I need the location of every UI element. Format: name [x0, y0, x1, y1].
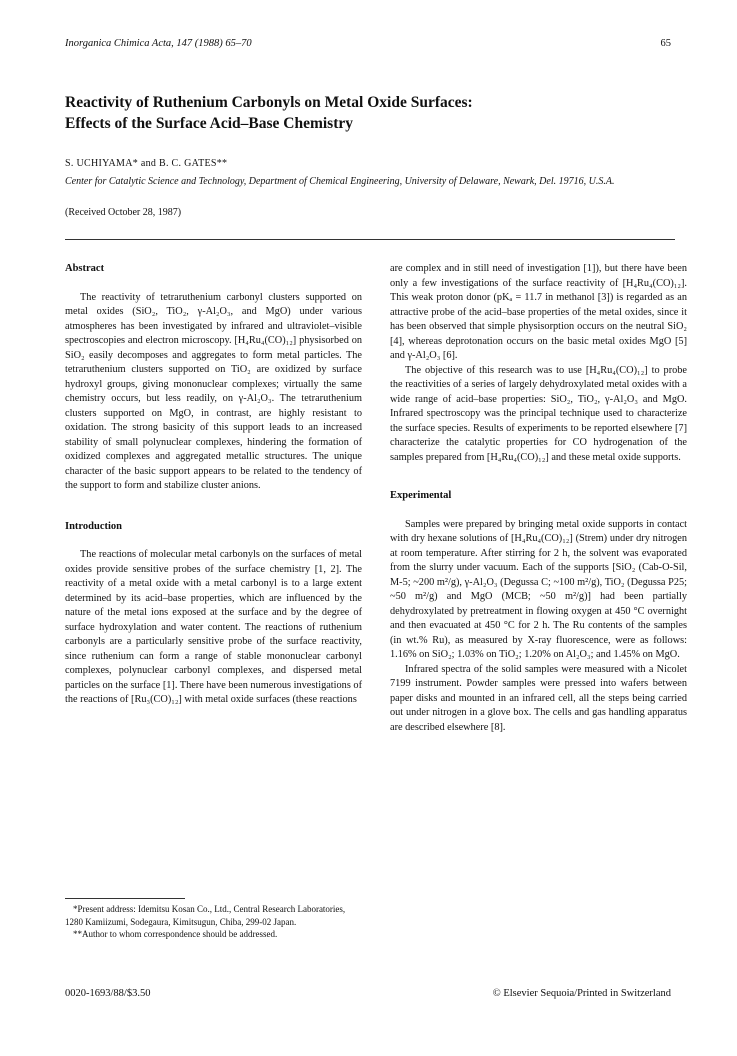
- introduction-heading: Introduction: [65, 520, 122, 532]
- experimental-heading: Experimental: [390, 490, 452, 501]
- left-column: [65, 262, 362, 708]
- title-line-1: Reactivity of Ruthenium Carbonyls on Metal Oxide Surfaces:: [65, 94, 473, 111]
- header-divider: [65, 239, 675, 240]
- page-number: 65: [660, 38, 671, 49]
- issn-price: 0020-1693/88/$3.50: [65, 988, 151, 999]
- introduction-paragraph-1: The reactions of molecular metal carbonyls on the surfaces of metal oxides provide sensitive probes of the surface chemistry [1, 2]. The reactivity of a metal oxide with a metal carbonyl is to a large extent determined by its acid–base properties, which are influenced by the nature of the metal ions exposed at the surface and by the degree of surface hydroxylation and water content. The reactions of ruthenium carbonyls are a particularly sensitive probe of the surface reactivity, since ruthenium can form a range of stable mononuclear carbonyl complexes, polynuclear carbonyl complexes, and dispersed metal particles on the surface [1]. There have been numerous investigations of the reactions of [Ru₃(CO)₁₂] with metal oxide surfaces (these reactions: [65, 549, 362, 705]
- journal-citation: Inorganica Chimica Acta, 147 (1988) 65–70: [65, 38, 252, 49]
- abstract-heading: Abstract: [65, 263, 105, 274]
- footnote-1: *Present address: Idemitsu Kosan Co., Ltd., Central Research Laboratories, 1280 Kamiizumi, Sodegaura, Kimitsugun, Chiba, 299-02 Japan.: [65, 904, 346, 927]
- introduction-continued: are complex and in still need of investigation [1]), but there have been only a few investigations of the surface reactivity of [H₄Ru₄(CO)₁₂]. This weak proton donor (pKₐ = 11.7 in methanol [3]) is regarded as an attractive probe of the acid–base properties of the metal oxides, since it has been observed that simple physisorption occurs on the neutral SiO₂ [4], whereas deprotonation occurs on the basic metal oxides MgO [5] and γ-Al₂O₃ [6].: [390, 263, 687, 361]
- experimental-paragraph-2: Infrared spectra of the solid samples were measured with a Nicolet 7199 instrument. Powder samples were pressed into wafers between paper disks and mounted in an infrared cell, all the steps being carried out under nitrogen in a glove box. The cells and gas handling apparatus are described elsewhere [8].: [390, 663, 687, 733]
- footnote-divider: [65, 898, 185, 899]
- abstract-text: The reactivity of tetraruthenium carbonyl clusters supported on metal oxides (SiO₂, TiO₂, γ-Al₂O₃, and MgO) under various atmospheres has been investigated by infrared and ultraviolet–visible spectroscopies and electron microscopy. [H₄Ru₄(CO)₁₂] physisorbed on SiO₂ easily decomposes and aggregates to form metal particles. The tetraruthenium clusters supported on TiO₂ are oxidized by surface hydroxyl groups, giving mononuclear complexes; virtually the same chemistry occurs, but less readily, on γ-Al₂O₃. The tetraruthenium clusters supported on MgO, in contrast, are highly resistant to oxidation. The strong basicity of this support leads to an increased stability of small polynuclear complexes, hindering the formation of oxidized complexes and aggregated metallic structures. The unique character of the basic support appears to be related to the tendency of the support to form and stabilize cluster anions.: [65, 291, 362, 491]
- copyright-notice: © Elsevier Sequoia/Printed in Switzerland: [492, 988, 671, 999]
- title-line-2: Effects of the Surface Acid–Base Chemistry: [65, 115, 353, 132]
- footnote-2: **Author to whom correspondence should be addressed.: [73, 929, 278, 939]
- authors: S. UCHIYAMA* and B. C. GATES**: [65, 158, 228, 169]
- introduction-paragraph-2: The objective of this research was to use [H₄Ru₄(CO)₁₂] to probe the reactivities of a series of largely dehydroxylated metal oxides with a wide range of acid–base properties: SiO₂, TiO₂, γ-Al₂O₃ and MgO. Infrared spectroscopy was the principal technique used to characterize the surface species. Results of experiments to be reported elsewhere [7] characterize the catalytic properties for CO hydrogenation of the samples prepared from [H₄Ru₄(CO)₁₂] and these metal oxide supports.: [390, 364, 687, 463]
- article-title: [65, 92, 675, 134]
- affiliation: Center for Catalytic Science and Technology, Department of Chemical Engineering, University of Delaware, Newark, Del. 19716, U.S.A.: [65, 176, 615, 187]
- received-date: (Received October 28, 1987): [65, 207, 182, 218]
- footnotes: [65, 898, 362, 941]
- right-column: [390, 262, 687, 735]
- experimental-paragraph-1: Samples were prepared by bringing metal oxide supports in contact with dry hexane solutions of [H₄Ru₄(CO)₁₂] (Strem) under dry nitrogen at room temperature. After stirring for 2 h, the solvent was evaporated from the slurry under vacuum. Each of the supports [SiO₂ (Cab-O-Sil, M-5; ~200 m²/g), γ-Al₂O₃ (Degussa C; ~100 m²/g), TiO₂ (Degussa P25; ~50 m²/g) and MgO (MCB; ~50 m²/g)] had been partially dehydroxylated by pretreatment in flowing oxygen at 450 °C overnight and then evacuated at 450 °C for 2 h. The Ru contents of the samples (in wt.% Ru), as measured by X-ray fluorescence, were as follows: 1.16% on SiO₂; 1.03% on TiO₂; 1.20% on Al₂O₃; and 1.45% on MgO.: [390, 518, 687, 660]
